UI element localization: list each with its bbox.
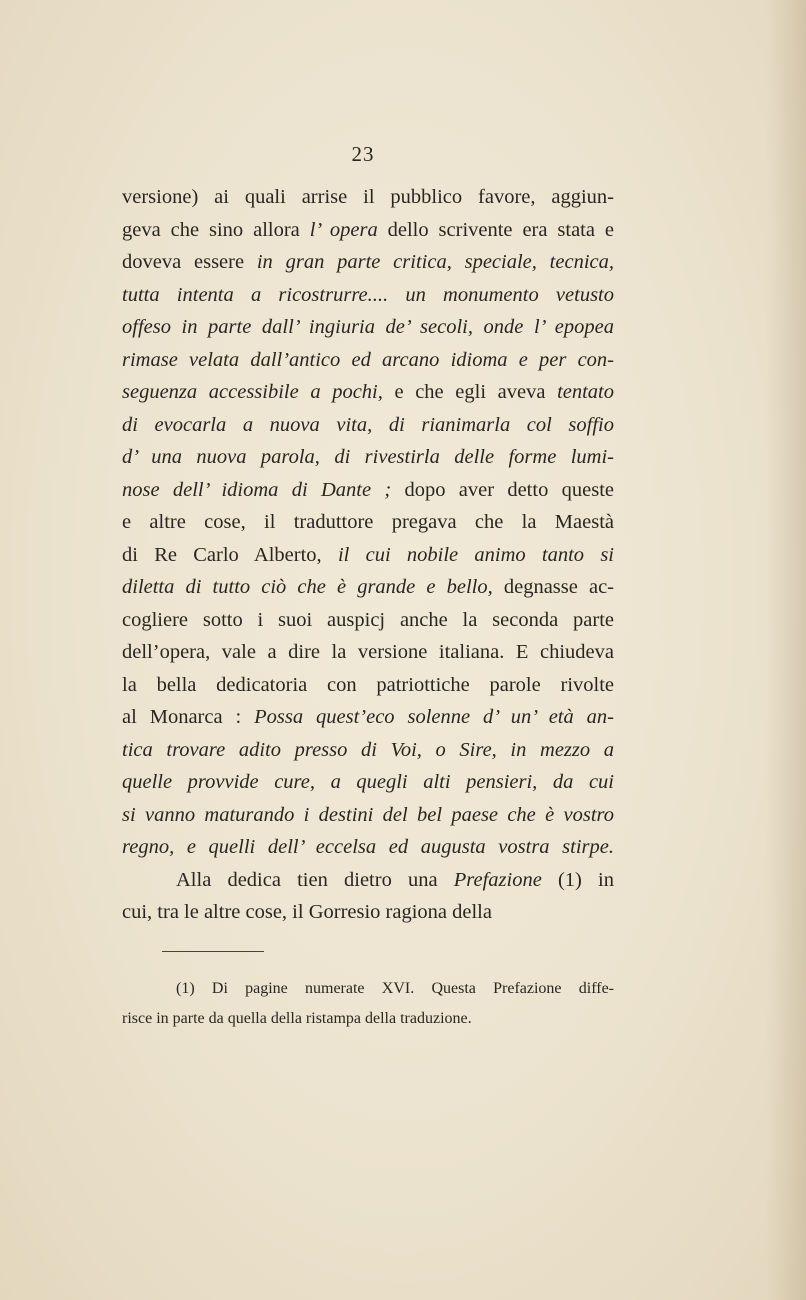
body-text — [122, 181, 614, 929]
text-line: cogliere sotto i suoi auspicj anche la seconda parte — [122, 608, 614, 631]
text-line: cui, tra le altre cose, il Gorresio ragiona della — [122, 901, 492, 923]
text-line: d’ una nuova parola, di rivestirla delle forme lumi- — [122, 446, 614, 468]
text-line: tutta intenta a ricostrurre.... un monumento vetusto — [122, 283, 614, 306]
text-line: tica trovare adito presso di Voi, o Sire, in mezzo a — [122, 738, 614, 761]
text-line: al Monarca : Possa quest’eco solenne d’ un’ età an- — [122, 706, 614, 728]
text-line: regno, e quelli dell’ eccelsa ed augusta vostra stirpe. — [122, 836, 614, 858]
text-line: doveva essere in gran parte critica, speciale, tecnica, — [122, 251, 614, 273]
text-line: versione) ai quali arrise il pubblico favore, aggiun- — [122, 186, 614, 208]
footnote-line: (1) Di pagine numerate XVI. Questa Prefazione diffe- — [176, 980, 614, 997]
text-line: di Re Carlo Alberto, il cui nobile animo tanto si — [122, 543, 614, 566]
text-line: geva che sino allora l’ opera dello scrivente era stata e — [122, 218, 615, 241]
text-line: e altre cose, il traduttore pregava che la Maestà — [122, 511, 614, 533]
text-line: rimase velata dall’antico ed arcano idioma e per con- — [122, 348, 614, 371]
text-line: la bella dedicatoria con patriottiche parole rivolte — [122, 673, 614, 696]
page-edge-shadow — [766, 0, 806, 1300]
text-line: di evocarla a nuova vita, di rianimarla col soffio — [122, 413, 614, 436]
footnote-separator — [162, 951, 264, 952]
text-line: si vanno maturando i destini del bel paese che è vostro — [122, 803, 614, 826]
text-line: Alla dedica tien dietro una Prefazione (1) in — [176, 868, 614, 891]
text-line: diletta di tutto ciò che è grande e bello, degnasse ac- — [122, 576, 614, 598]
text-line: seguenza accessibile a pochi, e che egli aveva tentato — [122, 381, 614, 403]
text-line: quelle provvide cure, a quegli alti pensieri, da cui — [122, 771, 614, 793]
text-line: dell’opera, vale a dire la versione italiana. E chiudeva — [122, 641, 614, 663]
text-line: offeso in parte dall’ ingiuria de’ secoli, onde l’ epopea — [122, 316, 614, 338]
footnote — [122, 974, 614, 1034]
footnote-line: risce in parte da quella della ristampa della traduzione. — [122, 1010, 472, 1027]
text-line: nose dell’ idioma di Dante ; dopo aver detto queste — [122, 478, 614, 501]
page-number: 23 — [351, 142, 375, 166]
